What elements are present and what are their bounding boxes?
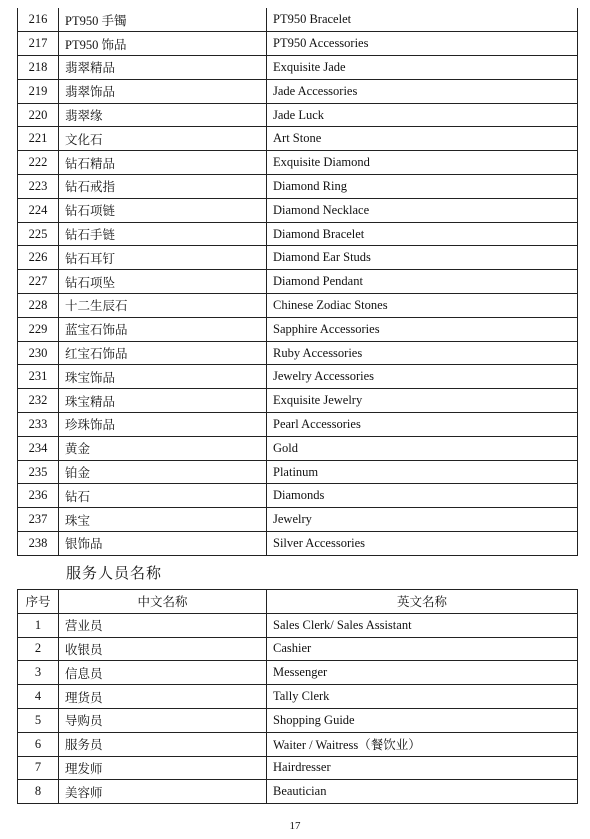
- table-row: [18, 32, 578, 56]
- english-name: Exquisite Jewelry: [267, 389, 578, 413]
- table-row: [18, 317, 578, 341]
- chinese-name: 服务员: [59, 732, 267, 756]
- row-number: 5: [18, 708, 59, 732]
- row-number: 229: [18, 317, 59, 341]
- row-number: 237: [18, 508, 59, 532]
- row-number: 4: [18, 685, 59, 709]
- english-name: Diamond Ring: [267, 175, 578, 199]
- table-row: [18, 460, 578, 484]
- service-staff-table: [17, 589, 578, 804]
- english-name: Waiter / Waitress（餐饮业）: [267, 732, 578, 756]
- row-number: 216: [18, 8, 59, 32]
- english-name: Platinum: [267, 460, 578, 484]
- english-name: Silver Accessories: [267, 532, 578, 556]
- chinese-name: 钻石手链: [59, 222, 267, 246]
- chinese-name: 翡翠缘: [59, 103, 267, 127]
- row-number: 232: [18, 389, 59, 413]
- jewelry-terms-table: [17, 8, 578, 556]
- row-number: 3: [18, 661, 59, 685]
- header-no: 序号: [18, 590, 59, 614]
- page-number: 17: [289, 820, 301, 832]
- table-row: [18, 756, 578, 780]
- table-row: [18, 389, 578, 413]
- table-row: [18, 532, 578, 556]
- chinese-name: 蓝宝石饰品: [59, 317, 267, 341]
- table-row: [18, 127, 578, 151]
- chinese-name: 导购员: [59, 708, 267, 732]
- english-name: Shopping Guide: [267, 708, 578, 732]
- english-name: Diamond Bracelet: [267, 222, 578, 246]
- table-row: [18, 484, 578, 508]
- chinese-name: 收银员: [59, 637, 267, 661]
- row-number: 220: [18, 103, 59, 127]
- chinese-name: PT950 手镯: [59, 8, 267, 32]
- chinese-name: 信息员: [59, 661, 267, 685]
- english-name: Tally Clerk: [267, 685, 578, 709]
- english-name: Beautician: [267, 780, 578, 804]
- row-number: 8: [18, 780, 59, 804]
- table-row: [18, 685, 578, 709]
- row-number: 219: [18, 79, 59, 103]
- row-number: 221: [18, 127, 59, 151]
- row-number: 7: [18, 756, 59, 780]
- section-title: 服务人员名称: [66, 564, 163, 582]
- chinese-name: 珠宝精品: [59, 389, 267, 413]
- table-row: [18, 151, 578, 175]
- english-name: PT950 Accessories: [267, 32, 578, 56]
- header-english-name: 英文名称: [267, 590, 578, 614]
- table-row: [18, 79, 578, 103]
- english-name: Ruby Accessories: [267, 341, 578, 365]
- chinese-name: 美容师: [59, 780, 267, 804]
- chinese-name: 营业员: [59, 613, 267, 637]
- table-row: [18, 732, 578, 756]
- english-name: Jewelry: [267, 508, 578, 532]
- table-row: [18, 780, 578, 804]
- english-name: Exquisite Jade: [267, 56, 578, 80]
- chinese-name: 理货员: [59, 685, 267, 709]
- table-row: [18, 613, 578, 637]
- table-header-row: [18, 590, 578, 614]
- english-name: PT950 Bracelet: [267, 8, 578, 32]
- row-number: 225: [18, 222, 59, 246]
- row-number: 235: [18, 460, 59, 484]
- chinese-name: 十二生辰石: [59, 294, 267, 318]
- jewelry-terms-table-body: [18, 8, 578, 555]
- table-row: [18, 8, 578, 32]
- table-row: [18, 222, 578, 246]
- row-number: 217: [18, 32, 59, 56]
- chinese-name: 钻石精品: [59, 151, 267, 175]
- table-row: [18, 637, 578, 661]
- row-number: 231: [18, 365, 59, 389]
- table-row: [18, 661, 578, 685]
- row-number: 238: [18, 532, 59, 556]
- service-staff-table-body: [18, 613, 578, 803]
- table-row: [18, 198, 578, 222]
- chinese-name: 文化石: [59, 127, 267, 151]
- chinese-name: 珠宝: [59, 508, 267, 532]
- english-name: Diamond Necklace: [267, 198, 578, 222]
- english-name: Exquisite Diamond: [267, 151, 578, 175]
- chinese-name: 理发师: [59, 756, 267, 780]
- table-row: [18, 270, 578, 294]
- english-name: Chinese Zodiac Stones: [267, 294, 578, 318]
- english-name: Diamond Pendant: [267, 270, 578, 294]
- english-name: Diamond Ear Studs: [267, 246, 578, 270]
- row-number: 1: [18, 613, 59, 637]
- chinese-name: 钻石戒指: [59, 175, 267, 199]
- row-number: 223: [18, 175, 59, 199]
- english-name: Pearl Accessories: [267, 413, 578, 437]
- english-name: Jade Luck: [267, 103, 578, 127]
- table-row: [18, 436, 578, 460]
- row-number: 227: [18, 270, 59, 294]
- chinese-name: PT950 饰品: [59, 32, 267, 56]
- chinese-name: 铂金: [59, 460, 267, 484]
- row-number: 233: [18, 413, 59, 437]
- row-number: 226: [18, 246, 59, 270]
- chinese-name: 钻石: [59, 484, 267, 508]
- chinese-name: 钻石耳钉: [59, 246, 267, 270]
- table-row: [18, 365, 578, 389]
- english-name: Sales Clerk/ Sales Assistant: [267, 613, 578, 637]
- english-name: Diamonds: [267, 484, 578, 508]
- english-name: Sapphire Accessories: [267, 317, 578, 341]
- chinese-name: 钻石项坠: [59, 270, 267, 294]
- english-name: Art Stone: [267, 127, 578, 151]
- english-name: Jade Accessories: [267, 79, 578, 103]
- row-number: 222: [18, 151, 59, 175]
- row-number: 2: [18, 637, 59, 661]
- chinese-name: 翡翠精品: [59, 56, 267, 80]
- row-number: 230: [18, 341, 59, 365]
- row-number: 218: [18, 56, 59, 80]
- chinese-name: 银饰品: [59, 532, 267, 556]
- table-row: [18, 294, 578, 318]
- row-number: 228: [18, 294, 59, 318]
- row-number: 224: [18, 198, 59, 222]
- english-name: Jewelry Accessories: [267, 365, 578, 389]
- english-name: Gold: [267, 436, 578, 460]
- row-number: 6: [18, 732, 59, 756]
- english-name: Cashier: [267, 637, 578, 661]
- table-row: [18, 341, 578, 365]
- english-name: Hairdresser: [267, 756, 578, 780]
- chinese-name: 珍珠饰品: [59, 413, 267, 437]
- table-row: [18, 56, 578, 80]
- chinese-name: 红宝石饰品: [59, 341, 267, 365]
- table-row: [18, 103, 578, 127]
- table-row: [18, 246, 578, 270]
- chinese-name: 翡翠饰品: [59, 79, 267, 103]
- table-row: [18, 508, 578, 532]
- chinese-name: 钻石项链: [59, 198, 267, 222]
- chinese-name: 珠宝饰品: [59, 365, 267, 389]
- table-row: [18, 175, 578, 199]
- row-number: 236: [18, 484, 59, 508]
- chinese-name: 黄金: [59, 436, 267, 460]
- header-chinese-name: 中文名称: [59, 590, 267, 614]
- row-number: 234: [18, 436, 59, 460]
- table-row: [18, 413, 578, 437]
- english-name: Messenger: [267, 661, 578, 685]
- table-row: [18, 708, 578, 732]
